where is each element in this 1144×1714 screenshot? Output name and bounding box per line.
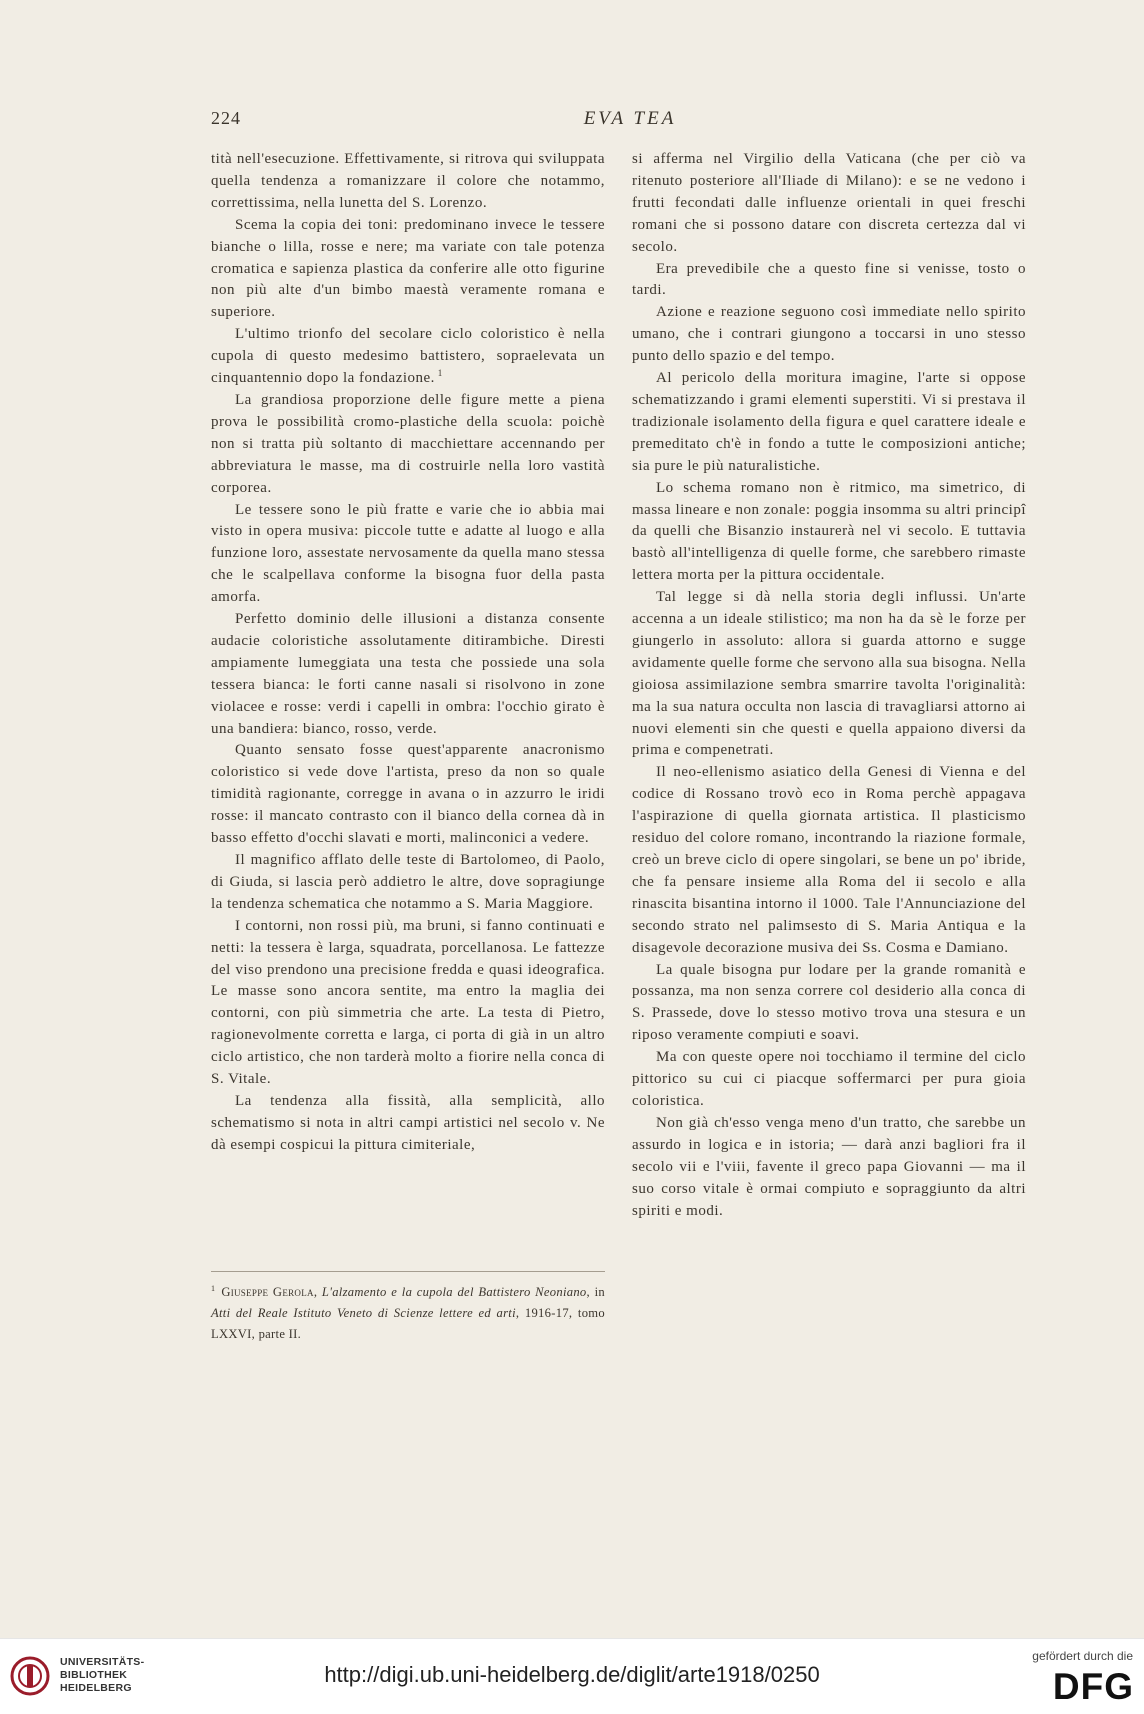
page-header [211,108,1049,134]
paragraph-text: Le tessere sono le più fratte e varie che io abbia mai visto in opera musiva: piccole tutte e adatte al luogo e alla funzione loro, assestate nervosamente da quella mano stessa che le scalpellava conforme la bisogna fuor della pasta amorfa. [211,501,605,606]
paragraph [211,1091,605,1157]
paragraph [211,850,605,916]
footnote-mark: 1 [211,1283,216,1293]
paragraph [632,259,1026,303]
paragraph-text: Ma con queste opere noi tocchiamo il termine del ciclo pittorico su cui ci piacque soffermarci per pura gioia coloristica. [632,1049,1026,1109]
paragraph-text: Al pericolo della moritura imagine, l'arte si oppose schematizzando i grami elementi superstiti. Vi si prestava il tradizionale isolamento della figura e quel carattere ideale e premeditato ch'è in fondo a tutte le composizioni antiche; sia pure le più naturalistiche. [632,370,1026,474]
footnote-divider [211,1271,605,1272]
paragraph-text: La tendenza alla fissità, alla semplicità, allo schematismo si nota in altri campi artistici nel secolo v. Ne dà esempi cospicui la pittura cimiteriale, [211,1092,605,1153]
paragraph [211,324,605,390]
page-number: 224 [211,108,241,128]
paragraph [632,762,1026,959]
paragraph-text: L'ultimo trionfo del secolare ciclo coloristico è nella cupola di questo medesimo battistero, sopraelevata un cinquantennio dopo la fondazione. [211,326,605,387]
paragraph-text: Tal legge si dà nella storia degli influssi. Un'arte accenna a un ideale stilistico; ma non ha da sè le forze per giungerlo in assoluto: allora si guarda attorno e sugge avidamente quelle forme che servono alla sua bisogna. Nella gioiosa assimilazione sembra smarrire tavolta l'originalità: ma la sua natura occulta non lascia di travagliarsi attorno ai nuovi elementi sin che questi e quella appaiono diversi da prima e compenetrati. [632,589,1026,759]
permalink-url[interactable]: http://digi.ub.uni-heidelberg.de/diglit/arte1918/0250 [324,1662,820,1687]
paragraph [632,1113,1026,1223]
footnote-reference[interactable]: 1 [434,368,443,379]
paragraph-text: Scema la copia dei toni: predominano invece le tessere bianche o lilla, rosse e nere; ma variate con tale potenza cromatica e sapienza plastica da conferire alle otto figurine non più alte d'un bimbo maestà veramente romana e superiore. [211,216,605,321]
paragraph [211,500,605,610]
paragraph [632,149,1026,259]
footnote-title: L'alzamento e la cupola del Battistero Neoniano [321,1285,587,1299]
paragraph-text: Lo schema romano non è ritmico, ma simetrico, di massa lineare e non zonale: poggia insomma su altri principî da quelli che Bisanzio instaurerà nel vi secolo. E tuttavia bastò all'intelligenza di quelle forme, che sarebbero rimaste lettera morta per la pittura occidentale. [632,479,1026,584]
library-name-line: UNIVERSITÄTS- [60,1656,145,1668]
paragraph [211,390,605,500]
left-text-column [211,149,605,1157]
footnote-journal: Atti del Reale Istituto Veneto di Scienze lettere ed arti [211,1306,516,1320]
dfg-logo: DFG [1052,1666,1134,1707]
paragraph [632,587,1026,762]
paragraph [632,302,1026,368]
paragraph-text: La quale bisogna pur lodare per la grande romanità e possanza, ma non senza correre col desiderio alla conca di S. Prassede, dove lo stesso motivo trova una stesura e un riposo veramente compiuti e soavi. [632,961,1026,1044]
paragraph-text: tità nell'esecuzione. Effettivamente, si ritrova qui sviluppata quella tendenza a romanizzare il colore che notammo, correttissima, nella lunetta del S. Lorenzo. [211,151,605,211]
paragraph-text: Azione e reazione seguono così immediate nello spirito umano, che i contrari giungono a toccarsi in uno stesso punto dello spazio e del tempo. [632,304,1026,365]
library-name-line: BIBLIOTHEK [60,1669,128,1681]
funding-caption: gefördert durch die [1032,1649,1133,1663]
paragraph [632,1047,1026,1113]
paragraph-text: si afferma nel Virgilio della Vaticana (che per ciò va ritenuto posteriore all'Iliade di Milano): e se ne vedono i frutti fecondati dalle influenze orientali in quei freschi romani che si possono datare con discreta certezza dal vi secolo. [632,151,1026,255]
footnote-author: Giuseppe Gerola [221,1285,314,1299]
paragraph [632,960,1026,1048]
viewer-footer [0,1638,1144,1714]
paragraph-text: Il magnifico afflato delle teste di Bartolomeo, di Paolo, di Giuda, si lascia però addietro le altre, dove sopragiunge la tendenza schematica che notammo a S. Maria Maggiore. [211,852,605,912]
paragraph [211,215,605,325]
paragraph-text: La grandiosa proporzione delle figure mette a piena prova le possibilità cromo-plastiche della scuola: poichè non si tratta più soltanto di macchiettare accennando per abbreviatura le masse, ma di costruirle nella loro vastità corporea. [211,391,605,496]
paragraph-text: Quanto sensato fosse quest'apparente anacronismo coloristico si vede dove l'artista, preso da non so quale timidità ragionante, corregge in avana o in azzurro le iridi rosse: il mancato contrasto con il bianco della cornea dà in basso effetto d'occhi slavati e morti, malinconici a vedere. [211,742,605,847]
footnote: $^1$ Giuseppe Gerola, L'alzamento e la cupola del Battistero Neoniano, in Atti del Reale Istituto Veneto di Scienze lettere ed arti, 1916-17, tomo LXXVI, parte II. [211,1283,606,1341]
right-text-column [632,149,1026,1222]
paragraph-text: Non già ch'esso venga meno d'un tratto, che sarebbe un assurdo in logica e in istoria; — darà anzi bagliori fra il secolo vii e l'viii, favente il greco papa Giovanni — ma il suo corso vitale è ormai compiuto e sopraggiunto da altri spiriti e modi. [632,1114,1026,1219]
library-name-line: HEIDELBERG [60,1682,132,1694]
paragraph [632,478,1026,588]
paragraph-text: Era prevedibile che a questo fine si venisse, tosto o tardi. [632,260,1026,299]
footnote-in: in [594,1285,606,1299]
paragraph [211,740,605,850]
paragraph [211,916,605,1091]
paragraph-text: Il neo-ellenismo asiatico della Genesi di Vienna e del codice di Rossano trovò eco in Roma perchè appagava l'aspirazione di quella giornata artistica. Il plasticismo residuo del colore romano, incontrando la riazione formale, creò un breve ciclo di opere singolari, se bene un po' ibride, che fa pensare insieme alla Roma del ii secolo e alla rinascita bisantina intorno il 1000. Tale l'Annunciazione del secondo strato nel palimsesto di S. Maria Antiqua e la disagevole decorazione musiva dei Ss. Cosma e Damiano. [632,764,1026,956]
paragraph [632,368,1026,478]
paragraph [211,609,605,740]
footnote-details: 1916-17, tomo LXXVI, parte II. [211,1306,605,1341]
paragraph [211,149,605,215]
paragraph-text: I contorni, non rossi più, ma bruni, si fanno continuati e netti: la tessera è larga, squadrata, porcellanosa. Le fattezze del viso prendono una precisione fredda e quasi ideografica. Le masse sono ancora sentite, ma entro la maglia dei contorni, con più simmetria che arte. La testa di Pietro, ragionevolmente corretta e larga, ci porta di già in un altro ciclo artistico, che non tarderà molto a fiorire nella conca di S. Vitale. [211,917,605,1088]
paragraph-text: Perfetto dominio delle illusioni a distanza consente audacie coloristiche assolutamente ditirambiche. Diresti ampiamente lumeggiata una testa che possiede una sola tessera bianca: le forti canne nasali si risolvono in zone violacee e rosse: verdi i capelli in ombra: l'occhio girato è una bandiera: bianco, rosso, verde. [211,611,605,737]
running-head: EVA TEA [583,108,677,129]
